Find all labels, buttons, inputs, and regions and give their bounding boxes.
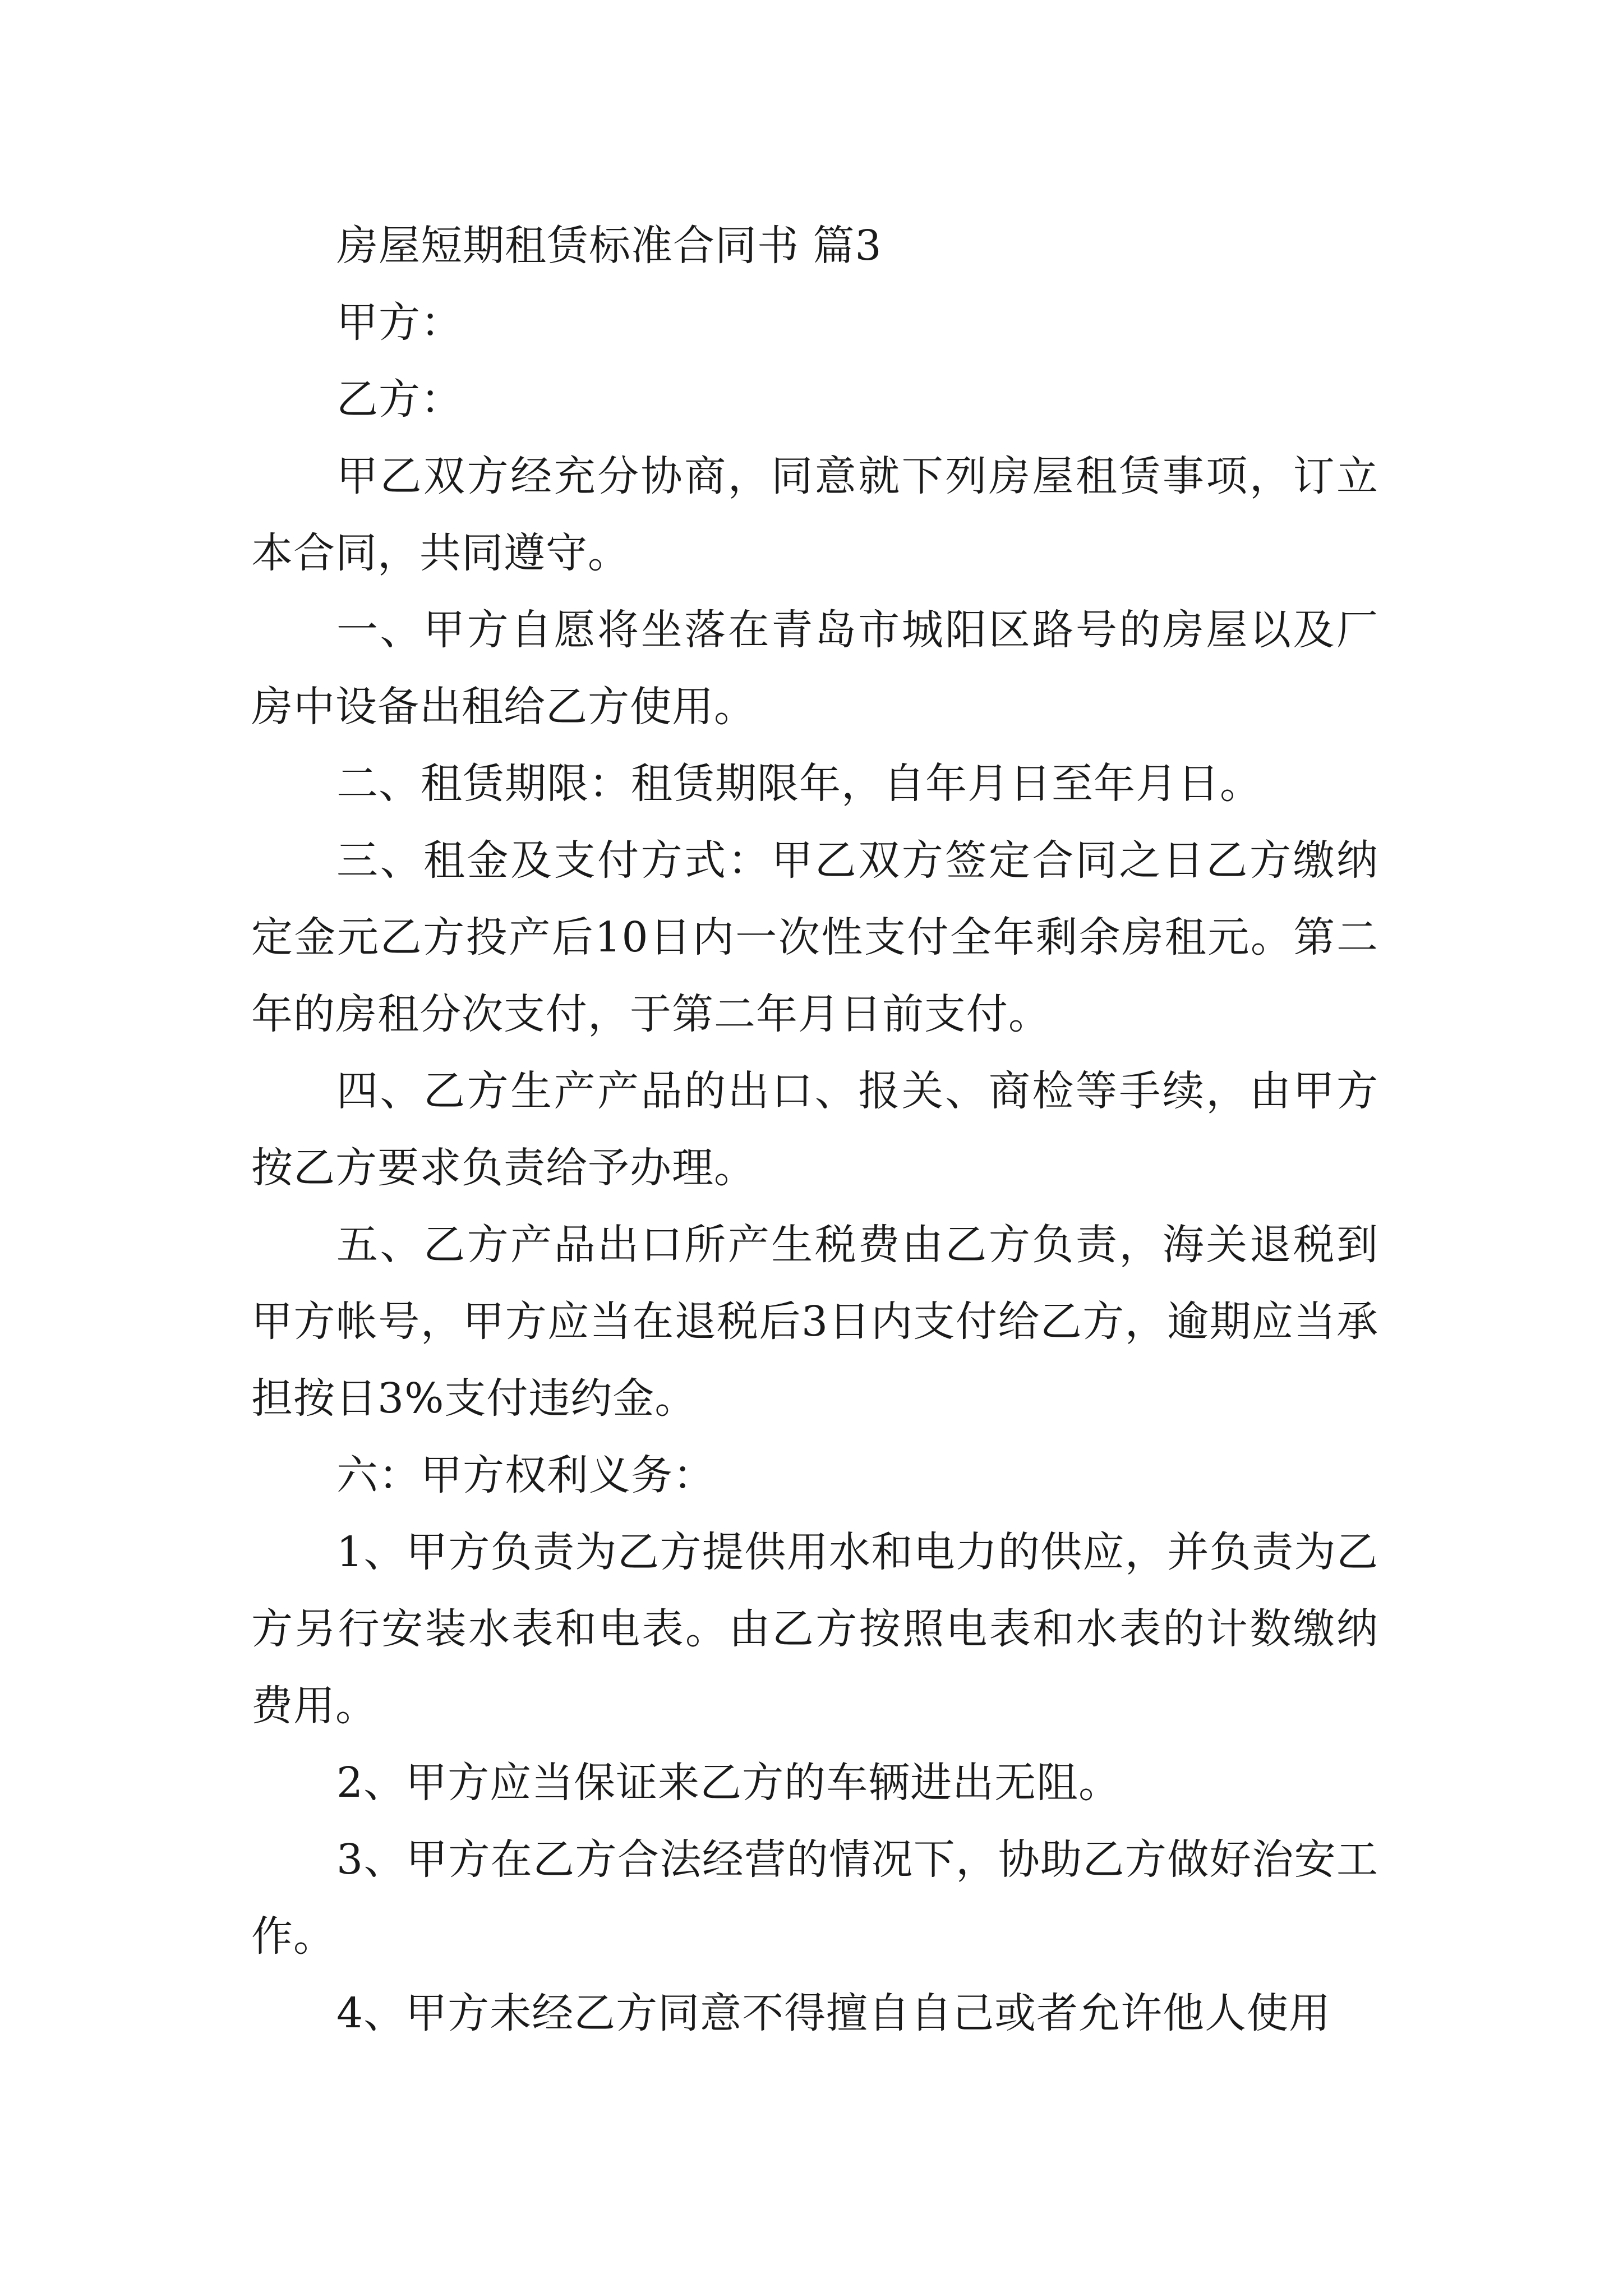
clause-6-heading: 六：甲方权利义务： bbox=[336, 1451, 715, 1499]
clause-6-item-1: 1、甲方负责为乙方提供用水和电力的供应，并负责为乙方另行安装水表和电表。由乙方按照电表和水表的计数缴纳费用。 bbox=[251, 1528, 1378, 1730]
preamble-paragraph: 甲乙双方经充分协商，同意就下列房屋租赁事项，订立本合同，共同遵守。 bbox=[251, 452, 1378, 577]
clause-6-item-4: 4、甲方未经乙方同意不得擅自自己或者允许他人使用 bbox=[336, 1989, 1331, 2037]
clause-5: 五、乙方产品出口所产生税费由乙方负责，海关退税到甲方帐号，甲方应当在退税后3日内支付给乙方，逾期应当承担按日3%支付违约金。 bbox=[251, 1221, 1378, 1423]
party-b-line: 乙方： bbox=[336, 375, 463, 424]
document-title: 房屋短期租赁标准合同书 篇3 bbox=[336, 222, 882, 270]
clause-2: 二、租赁期限：租赁期限年，自年月日至年月日。 bbox=[336, 760, 1262, 808]
clause-6-item-2: 2、甲方应当保证来乙方的车辆进出无阻。 bbox=[336, 1759, 1121, 1807]
party-a-line: 甲方： bbox=[336, 298, 463, 347]
document-body bbox=[251, 208, 1378, 2052]
clause-3: 三、租金及支付方式：甲乙双方签定合同之日乙方缴纳定金元乙方投产后10日内一次性支付全年剩余房租元。第二年的房租分次支付，于第二年月日前支付。 bbox=[251, 836, 1378, 1038]
clause-4: 四、乙方生产产品的出口、报关、商检等手续，由甲方按乙方要求负责给予办理。 bbox=[251, 1067, 1378, 1192]
clause-1: 一、甲方自愿将坐落在青岛市城阳区路号的房屋以及厂房中设备出租给乙方使用。 bbox=[251, 606, 1378, 731]
clause-6-item-3: 3、甲方在乙方合法经营的情况下，协助乙方做好治安工作。 bbox=[251, 1835, 1378, 1961]
